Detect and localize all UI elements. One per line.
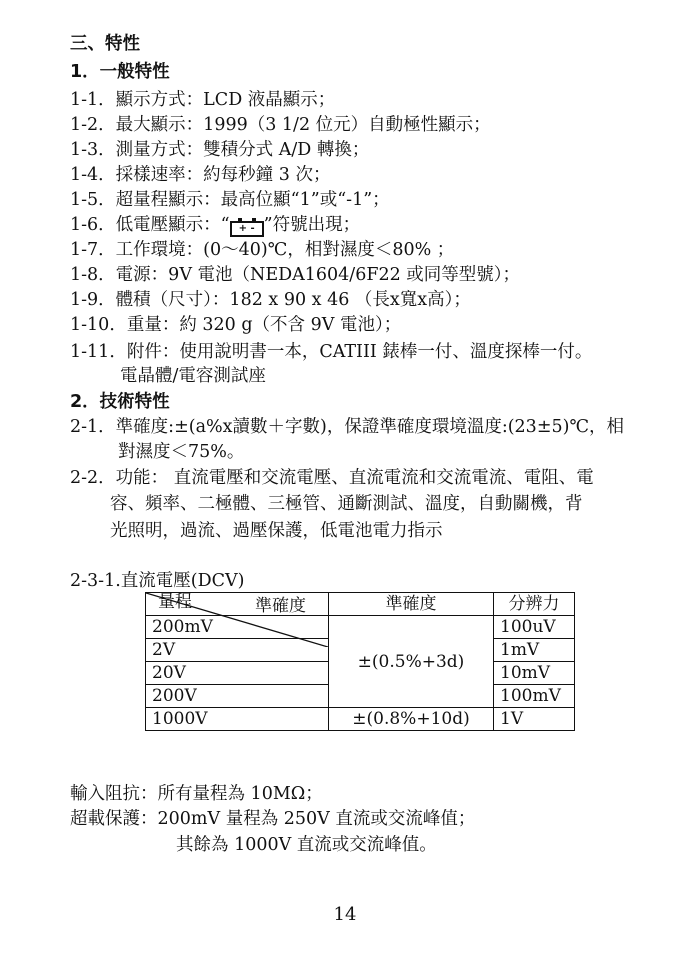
input-impedance: 輸入阻抗：所有量程為 10MΩ； [70,784,323,804]
spec-item-1-6 [70,214,360,237]
page-number: 14 [333,904,357,925]
diagonal-header-bottom: 量程 [158,592,192,612]
overload-protection-cont: 其餘為 1000V 直流或交流峰值。 [176,835,437,855]
spec-item-1-4: 1-4．採樣速率：約每秒鐘 3 次； [70,165,331,185]
spec-item-2-2-cont1: 容、頻率、二極體、三極管、通斷測試、溫度，自動關機，背 [110,494,583,514]
low-battery-suffix: ”符號出現； [263,215,361,235]
spec-item-1-9: 1-9．體積（尺寸）：182 x 90 x 46 （長x寬x高）； [70,290,471,310]
dcv-spec-table [145,592,575,731]
spec-item-1-11-cont: 電晶體/電容測試座 [120,366,266,386]
spec-item-2-1-cont: 對濕度＜75%。 [118,442,245,462]
spec-item-1-5: 1-5．超量程顯示：最高位顯“1”或“-1”； [70,190,390,210]
resolution-cell: 100uV [494,616,575,639]
accuracy-header: 準確度 [329,593,494,616]
spec-item-1-10: 1-10．重量：約 320 g（不含 9V 電池）； [70,315,402,335]
resolution-header: 分辨力 [494,593,575,616]
resolution-cell: 1V [494,708,575,731]
general-heading: 1．一般特性 [70,62,170,82]
resolution-cell: 100mV [494,685,575,708]
resolution-cell: 1mV [494,639,575,662]
range-cell: 2V [146,639,329,662]
spec-item-1-7: 1-7．工作環境：(0～40)℃，相對濕度＜80% ； [70,240,455,260]
range-cell: 20V [146,662,329,685]
range-cell: 200V [146,685,329,708]
diagonal-header-cell [146,593,329,616]
table-header-row [146,593,575,616]
spec-item-2-1: 2-1．準確度:±(a%x讀數＋字數)，保證準確度環境溫度:(23±5)℃，相 [70,417,625,437]
technical-heading: 2．技術特性 [70,392,170,412]
dcv-title: 2-3-1.直流電壓(DCV) [70,571,245,591]
table-row [146,708,575,731]
resolution-cell: 10mV [494,662,575,685]
spec-item-2-2: 2-2．功能： 直流電壓和交流電壓、直流電流和交流電流、電阻、電 [70,468,594,488]
range-cell: 1000V [146,708,329,731]
range-cell: 200mV [146,616,329,639]
accuracy-cell: ±(0.5%+3d) [329,616,494,708]
diagonal-header-top: 準確度 [255,596,306,616]
accuracy-cell: ±(0.8%+10d) [329,708,494,731]
low-battery-prefix: 1-6．低電壓顯示：“ [70,215,230,235]
spec-item-1-11: 1-11．附件：使用說明書一本，CATIII 錶棒一付、溫度探棒一付。 [70,342,593,362]
spec-item-1-1: 1-1．顯示方式：LCD 液晶顯示； [70,90,336,110]
battery-icon: + - [230,221,264,237]
section-title: 三、特性 [70,34,140,54]
overload-protection: 超載保護：200mV 量程為 250V 直流或交流峰值； [70,809,476,829]
spec-item-1-3: 1-3．測量方式：雙積分式 A/D 轉換； [70,140,370,160]
spec-item-1-8: 1-8．電源：9V 電池（NEDA1604/6F22 或同等型號）； [70,265,521,285]
spec-item-1-2: 1-2．最大顯示：1999（3 1/2 位元）自動極性顯示； [70,115,491,135]
spec-item-2-2-cont2: 光照明，過流、過壓保護，低電池電力指示 [110,521,443,541]
